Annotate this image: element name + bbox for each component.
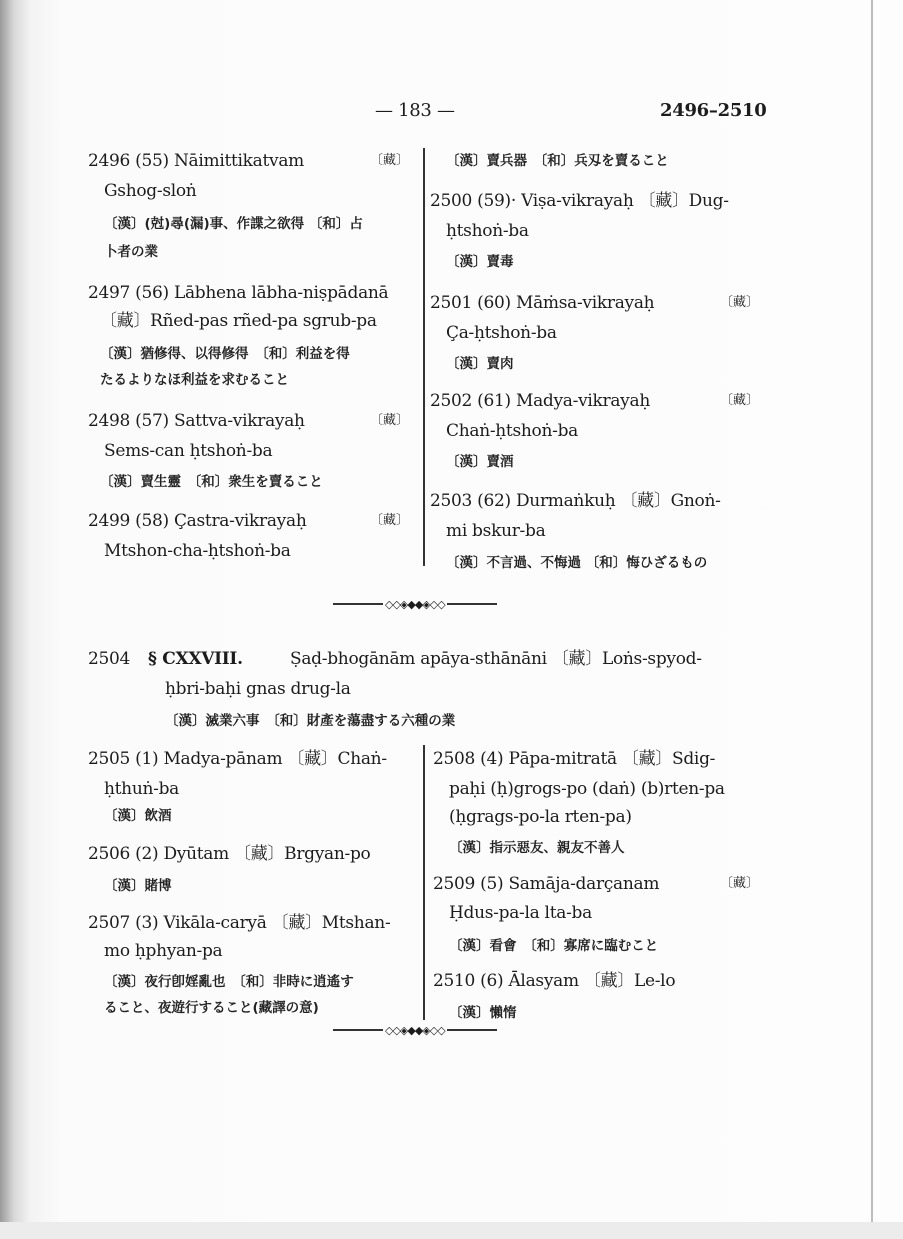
tibetan-marker: 〔藏〕 [370,513,410,528]
entry-chinese: 〔漢〕看會 〔和〕寡席に臨むこと [449,938,659,954]
tibetan-marker: 〔藏〕 [720,393,760,408]
entry-head: 2497 (56) Lābhena lābha-niṣpādanā [88,283,389,303]
entry-tibetan: ḥtshoṅ-ba [446,221,529,241]
section-number: 2504 [88,649,131,669]
entry-tibetan: mi bskur-ba [446,521,546,541]
ornament-divider: ◇◇◈◆◆◈◇◇ [333,1023,497,1037]
entry-chinese: 〔漢〕夜行卽婬亂也 〔和〕非時に逍遙す [104,974,354,990]
entry-chinese: 〔漢〕不言過、不悔過 〔和〕悔ひざるもの [446,555,708,571]
entry-tibetan: paḥi (ḥ)grogs-po (daṅ) (b)rten-pa [449,779,725,799]
entry-head: 2503 (62) Durmaṅkuḥ 〔藏〕Gnoṅ- [430,491,721,511]
tibetan-marker: 〔藏〕 [370,153,410,168]
entry-japanese: ること、夜遊行すること(藏譯の意) [104,1000,319,1016]
entry-chinese: 〔漢〕賣生靈 〔和〕衆生を賣ること [100,474,323,490]
column-divider [423,148,425,566]
entry-japanese: 卜者の業 [104,244,158,260]
entry-head: 2506 (2) Dyūtam 〔藏〕Brgyan-po [88,844,371,864]
entry-tibetan: Gshog-sloṅ [104,181,197,201]
scan-margin [0,1222,903,1239]
entry-chinese: 〔漢〕賣毒 [446,254,514,270]
entry-head: 2508 (4) Pāpa-mitratā 〔藏〕Sdig- [433,749,716,769]
section-title: § CXXVIII. [148,649,243,669]
entry-chinese: 〔漢〕懶惰 [449,1005,517,1021]
section-tibetan: ḥbri-baḥi gnas drug-la [165,679,351,699]
entry-2499-chinese: 〔漢〕賣兵器 〔和〕兵刄を賣ること [446,153,669,169]
entry-chinese: 〔漢〕飲酒 [104,808,172,824]
entry-tibetan: 〔藏〕Rñed-pas rñed-pa sgrub-pa [100,311,377,331]
entry-tibetan: ḥthuṅ-ba [104,779,179,799]
entry-chinese: 〔漢〕(尅)尋(漏)事、作諜之欲得 〔和〕占 [104,216,363,232]
page-number: — 183 — [375,100,455,121]
entry-head: 2500 (59)· Viṣa-vikrayaḥ 〔藏〕Dug- [430,191,729,211]
entry-range: 2496–2510 [660,100,767,121]
entry-head: 2509 (5) Samāja-darçanam [433,874,660,894]
entry-chinese: 〔漢〕指示惡友、親友不善人 [449,840,625,856]
entry-tibetan: Sems-can ḥtshoṅ-ba [104,441,273,461]
entry-chinese: 〔漢〕賣酒 [446,454,514,470]
entry-chinese: 〔漢〕賭博 [104,878,172,894]
column-divider [423,745,425,1020]
entry-tibetan: (ḥgrags-po-la rten-pa) [449,807,632,827]
entry-head: 2502 (61) Madya-vikrayaḥ [430,391,650,411]
entry-chinese: 〔漢〕猶修得、以得修得 〔和〕利益を得 [100,346,350,362]
entry-head: 2510 (6) Ālasyam 〔藏〕Le-lo [433,971,676,991]
entry-tibetan: Ça-ḥtshoṅ-ba [446,323,557,343]
ornament-divider: ◇◇◈◆◆◈◇◇ [333,597,497,611]
entry-tibetan: Mtshon-cha-ḥtshoṅ-ba [104,541,291,561]
entry-japanese: たるよりなほ利益を求むること [100,372,289,388]
entry-tibetan: Ḥdus-pa-la lta-ba [449,903,592,923]
tibetan-marker: 〔藏〕 [720,876,760,891]
tibetan-marker: 〔藏〕 [370,413,410,428]
entry-head: 2499 (58) Çastra-vikrayaḥ [88,511,307,531]
entry-tibetan: mo ḥphyan-pa [104,941,223,961]
entry-head: 2505 (1) Madya-pānam 〔藏〕Chaṅ- [88,749,387,769]
entry-head: 2498 (57) Sattva-vikrayaḥ [88,411,305,431]
entry-head: 2496 (55) Nāimittikatvam [88,151,304,171]
entry-tibetan: Chaṅ-ḥtshoṅ-ba [446,421,578,441]
section-head: Ṣaḍ-bhogānām apāya-sthānāni 〔藏〕Loṅs-spyod- [290,649,702,669]
entry-chinese: 〔漢〕賣肉 [446,356,514,372]
tibetan-marker: 〔藏〕 [720,295,760,310]
entry-head: 2501 (60) Māṁsa-vikrayaḥ [430,293,655,313]
section-chinese: 〔漢〕滅業六事 〔和〕財產を蕩盡する六種の業 [165,713,456,729]
entry-head: 2507 (3) Vikāla-caryā 〔藏〕Mtshan- [88,913,391,933]
page-edge [871,0,873,1239]
